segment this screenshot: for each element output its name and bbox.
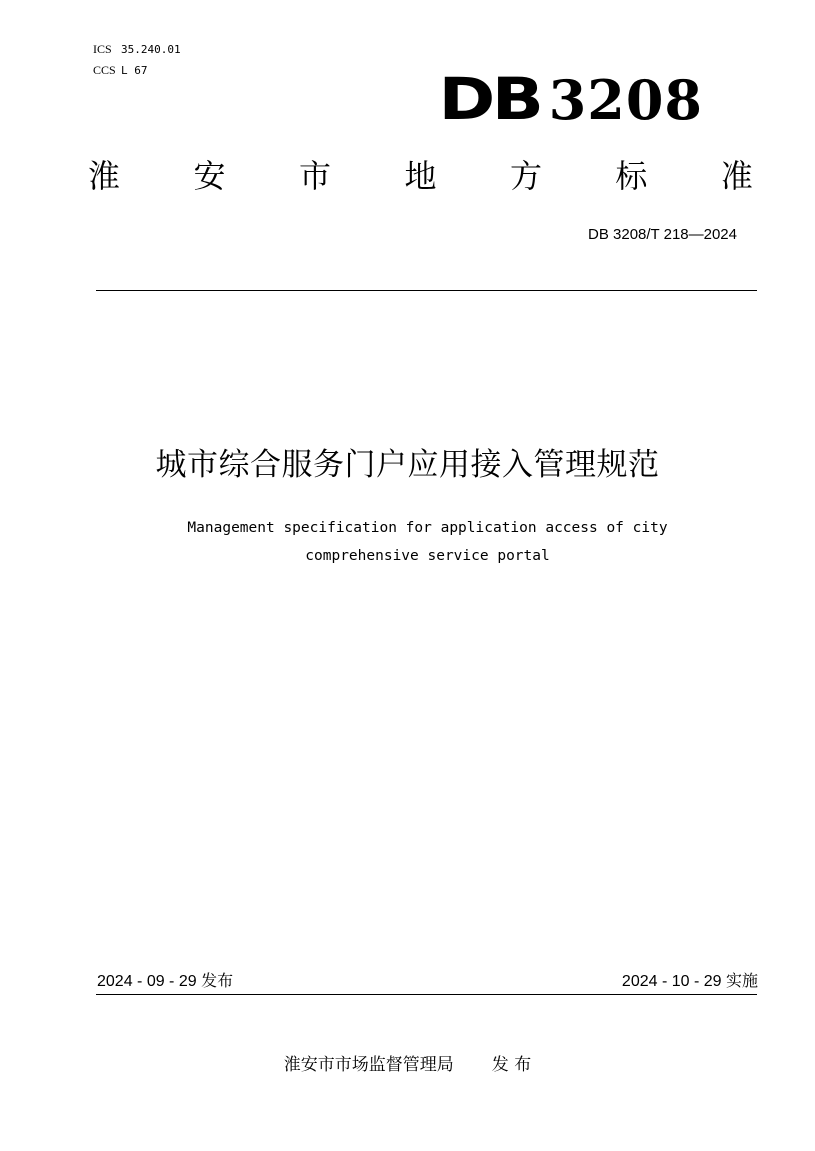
- ics-code: [93, 42, 181, 57]
- ccs-label: CCS: [93, 63, 116, 77]
- document-title-chinese: 城市综合服务门户应用接入管理规范: [155, 447, 660, 483]
- standard-type-char: 安: [193, 157, 226, 195]
- implementation-date: 2024 - 10 - 29 实施: [621, 973, 758, 990]
- issue-date: 2024 - 09 - 29 发布: [97, 973, 234, 990]
- standard-type-char: 地: [404, 157, 437, 195]
- standard-type: [88, 156, 753, 196]
- document-title-english: [60, 514, 795, 570]
- db-logo: [438, 65, 703, 133]
- standard-number: DB 3208/T 218—2024: [588, 226, 737, 243]
- english-title-line-1: Management specification for application access of city: [187, 520, 668, 536]
- bottom-divider: [96, 994, 757, 995]
- ics-value: 35.240.01: [121, 43, 181, 56]
- top-divider: [96, 290, 757, 291]
- standard-type-char: 方: [509, 157, 542, 195]
- standard-type-char: 标: [615, 157, 648, 195]
- ccs-code: [93, 63, 148, 78]
- standard-type-char: 准: [720, 157, 753, 195]
- db-mark: DB: [438, 65, 541, 133]
- publish-action: 发 布: [491, 1055, 532, 1075]
- english-title-line-2: comprehensive service portal: [305, 548, 550, 564]
- standard-type-char: 淮: [88, 157, 121, 195]
- publisher-name: 淮安市市场监督管理局: [283, 1055, 454, 1075]
- publisher: [0, 1054, 815, 1076]
- standard-type-char: 市: [298, 157, 331, 195]
- ics-label: ICS: [93, 42, 112, 56]
- ccs-value: L 67: [121, 64, 148, 77]
- region-code: 3208: [548, 68, 703, 132]
